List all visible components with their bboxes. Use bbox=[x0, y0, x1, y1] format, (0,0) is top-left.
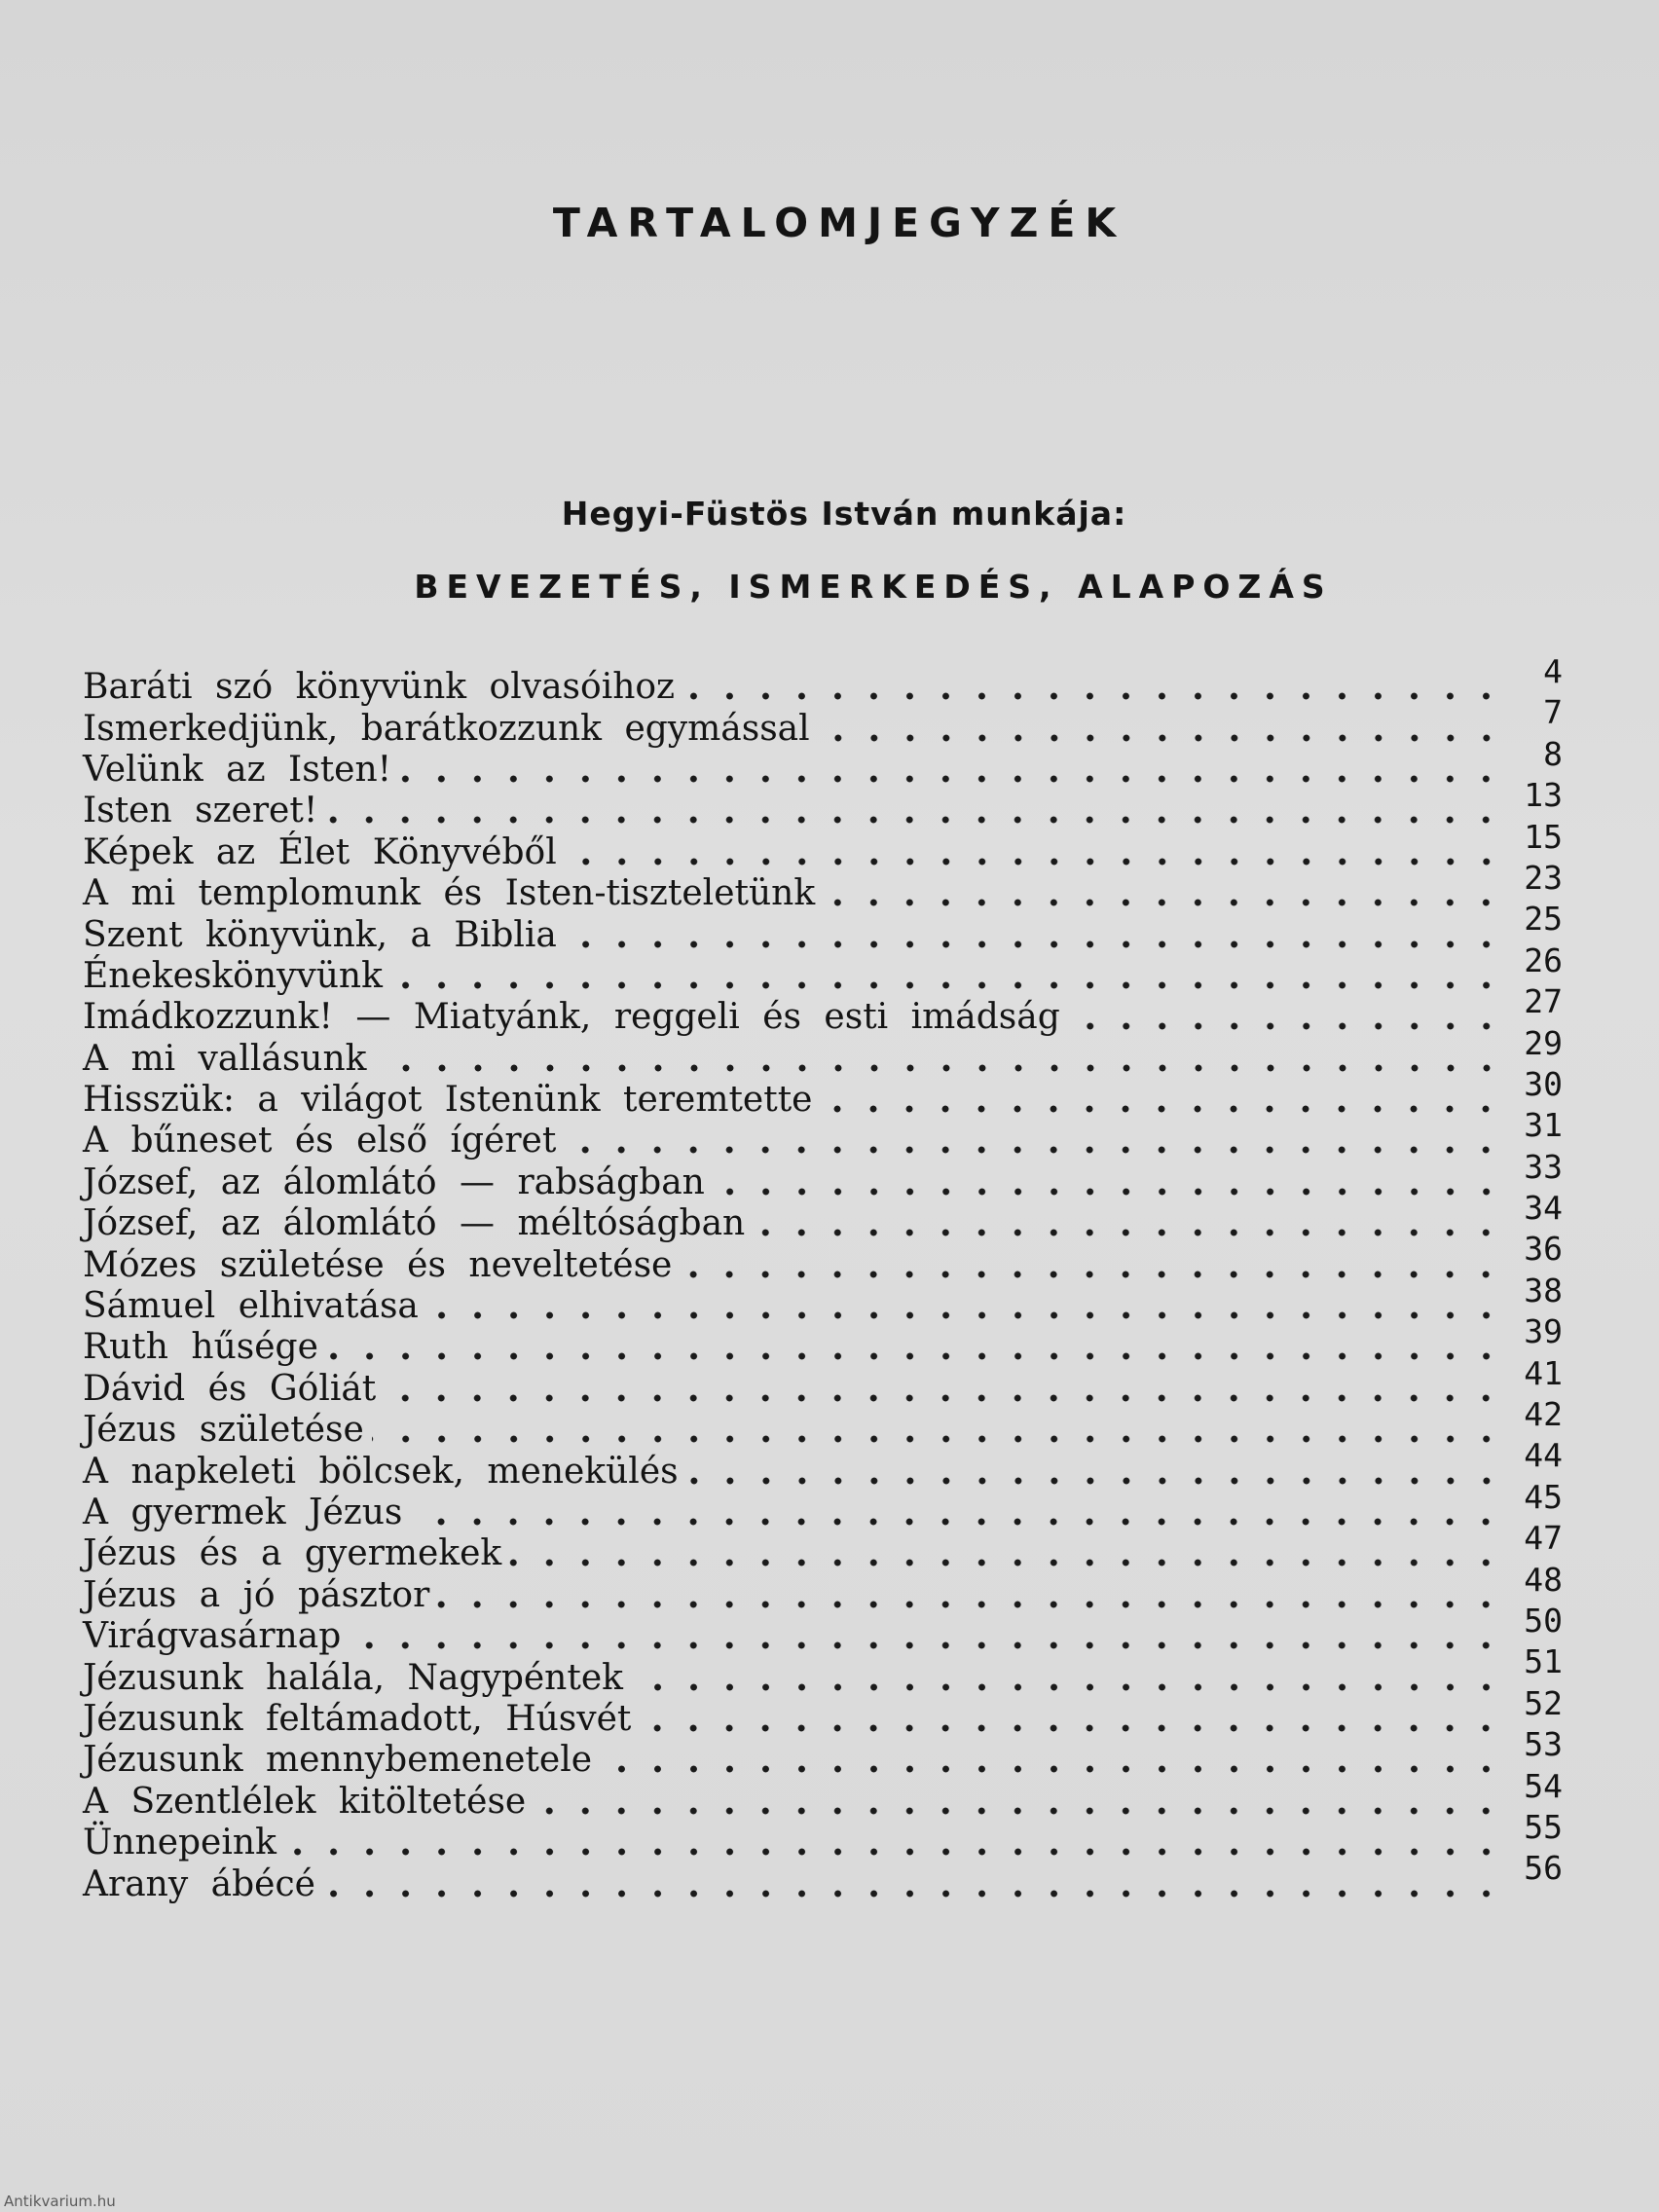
toc-entry bbox=[83, 982, 1563, 1038]
dot-leader bbox=[410, 1517, 1504, 1527]
toc-page-number: 54 bbox=[1524, 1766, 1563, 1805]
toc-entry-title: Mózes születése és neveltetése bbox=[83, 1244, 673, 1285]
watermark: Antikvarium.hu bbox=[4, 2193, 116, 2210]
toc-entry-title: A mi templomunk és Isten-tiszteletünk bbox=[83, 873, 816, 914]
dot-leader bbox=[323, 1889, 1504, 1899]
toc-page-number: 38 bbox=[1524, 1271, 1563, 1309]
toc-entry bbox=[83, 1849, 1563, 1904]
toc-entry bbox=[83, 1230, 1563, 1285]
toc-entry bbox=[83, 734, 1563, 791]
toc-entry bbox=[83, 1642, 1563, 1698]
toc-entry bbox=[83, 1271, 1563, 1327]
toc-entry-title: Virágvasárnap bbox=[83, 1616, 342, 1657]
toc-entry-title: Isten szeret! bbox=[83, 791, 318, 831]
dot-leader bbox=[713, 1187, 1504, 1197]
toc-entry bbox=[83, 1106, 1563, 1161]
toc-page-number: 23 bbox=[1524, 858, 1563, 897]
dot-leader bbox=[426, 1310, 1504, 1320]
toc-entry bbox=[83, 1353, 1563, 1410]
toc-page-number: 48 bbox=[1524, 1560, 1563, 1599]
toc-entry bbox=[83, 1519, 1563, 1574]
toc-entry bbox=[83, 1601, 1563, 1657]
toc-page-number: 45 bbox=[1524, 1477, 1563, 1516]
toc-page-number: 8 bbox=[1543, 734, 1563, 773]
toc-page-number: 55 bbox=[1524, 1807, 1563, 1846]
toc-entry-title: Ruth hűsége bbox=[83, 1327, 318, 1368]
dot-leader bbox=[682, 691, 1504, 701]
dot-leader bbox=[326, 1351, 1504, 1361]
toc-page-number: 29 bbox=[1524, 1023, 1563, 1062]
dot-leader bbox=[372, 1434, 1504, 1444]
toc-entry bbox=[83, 1189, 1563, 1244]
toc-entry bbox=[83, 1312, 1563, 1368]
toc-entry-title: Imádkozzunk! — Miatyánk, reggeli és esti imádság bbox=[83, 997, 1060, 1038]
toc-entry-title: Ünnepeink bbox=[83, 1823, 276, 1863]
section-title: BEVEZETÉS, ISMERKEDÉS, ALAPOZÁS bbox=[414, 568, 1333, 606]
toc-page-number: 50 bbox=[1524, 1601, 1563, 1640]
dot-leader bbox=[509, 1558, 1504, 1567]
dot-leader bbox=[823, 898, 1504, 907]
dot-leader bbox=[565, 857, 1504, 866]
toc-entry bbox=[83, 693, 1563, 749]
dot-leader bbox=[600, 1764, 1504, 1774]
dot-leader bbox=[631, 1682, 1504, 1692]
toc-page-number: 36 bbox=[1524, 1230, 1563, 1269]
dot-leader bbox=[349, 1641, 1504, 1650]
toc-entry bbox=[83, 1807, 1563, 1863]
toc-page-number: 51 bbox=[1524, 1642, 1563, 1681]
dot-leader bbox=[564, 1145, 1504, 1155]
toc-page-number: 52 bbox=[1524, 1683, 1563, 1722]
toc-entry-title: Jézus a jó pásztor bbox=[83, 1574, 430, 1615]
toc-entry-title: Baráti szó könyvünk olvasóihoz bbox=[83, 667, 676, 708]
toc-page-number: 7 bbox=[1543, 693, 1563, 732]
toc-entry-title: Hisszük: a világot Istenünk teremtette bbox=[83, 1080, 813, 1121]
toc-page-number: 25 bbox=[1524, 900, 1563, 939]
author-line: Hegyi-Füstös István munkája: bbox=[561, 495, 1127, 533]
dot-leader bbox=[284, 1847, 1504, 1857]
toc-entry bbox=[83, 1395, 1563, 1451]
toc-entry bbox=[83, 652, 1563, 708]
toc-page-number: 27 bbox=[1524, 982, 1563, 1021]
toc-entry-title: Jézusunk feltámadott, Húsvét bbox=[83, 1698, 632, 1739]
toc-entry-title: A napkeleti bölcsek, menekülés bbox=[83, 1451, 679, 1492]
toc-entry bbox=[83, 1683, 1563, 1740]
dot-leader bbox=[390, 980, 1504, 990]
toc-entry bbox=[83, 1560, 1563, 1616]
dot-leader bbox=[437, 1600, 1504, 1609]
toc-entry-title: Jézusunk mennybemenetele bbox=[83, 1740, 593, 1781]
toc-entry-title: Énekeskönyvünk bbox=[83, 955, 383, 996]
dot-leader bbox=[384, 1393, 1504, 1403]
toc-page-number: 13 bbox=[1524, 776, 1563, 815]
toc-page-number: 30 bbox=[1524, 1064, 1563, 1103]
dot-leader bbox=[686, 1476, 1504, 1486]
toc-entry bbox=[83, 900, 1563, 955]
dot-leader bbox=[399, 774, 1504, 784]
page-title: TARTALOMJEGYZÉK bbox=[552, 200, 1126, 246]
toc-page-number: 41 bbox=[1524, 1353, 1563, 1392]
toc-page-number: 4 bbox=[1543, 652, 1563, 690]
toc-entry-title: Dávid és Góliát bbox=[83, 1368, 377, 1409]
dot-leader bbox=[565, 940, 1504, 949]
toc-entry-title: Ismerkedjünk, barátkozzunk egymással bbox=[83, 708, 810, 749]
toc-page-number: 47 bbox=[1524, 1519, 1563, 1558]
dot-leader bbox=[1068, 1021, 1504, 1031]
dot-leader bbox=[753, 1228, 1504, 1237]
toc-entry-title: Jézusunk halála, Nagypéntek bbox=[83, 1657, 623, 1698]
toc-entry bbox=[83, 1064, 1563, 1121]
toc-entry-title: Jézus születése bbox=[83, 1410, 364, 1451]
toc-entry-title: Képek az Élet Könyvéből bbox=[83, 831, 557, 872]
toc-page-number: 44 bbox=[1524, 1436, 1563, 1475]
toc-entry-title: Arany ábécé bbox=[83, 1863, 315, 1904]
toc-entry bbox=[83, 1477, 1563, 1533]
toc-entry bbox=[83, 1147, 1563, 1203]
toc-entry bbox=[83, 858, 1563, 914]
toc-page-number: 33 bbox=[1524, 1147, 1563, 1186]
toc-page-number: 31 bbox=[1524, 1106, 1563, 1145]
toc-page-number: 34 bbox=[1524, 1189, 1563, 1228]
dot-leader bbox=[534, 1806, 1504, 1816]
dot-leader bbox=[680, 1270, 1504, 1279]
toc-entry-title: József, az álomlátó — méltóságban bbox=[83, 1203, 746, 1244]
toc-entry bbox=[83, 940, 1563, 997]
toc-page-number: 42 bbox=[1524, 1395, 1563, 1434]
dot-leader bbox=[639, 1723, 1504, 1733]
toc-page-number: 26 bbox=[1524, 940, 1563, 979]
dot-leader bbox=[325, 815, 1504, 825]
toc-entry-title: A bűneset és első ígéret bbox=[83, 1121, 557, 1161]
toc-entry-title: A Szentlélek kitöltetése bbox=[83, 1781, 527, 1822]
toc-entry-title: Sámuel elhivatása bbox=[83, 1286, 419, 1327]
dot-leader bbox=[818, 733, 1504, 743]
toc-page-number: 53 bbox=[1524, 1725, 1563, 1764]
dot-leader bbox=[820, 1104, 1504, 1114]
toc-page-number: 56 bbox=[1524, 1849, 1563, 1888]
toc-entry-title: Szent könyvünk, a Biblia bbox=[83, 914, 557, 955]
toc-entry bbox=[83, 1766, 1563, 1823]
toc-entry bbox=[83, 776, 1563, 831]
toc-entry bbox=[83, 817, 1563, 873]
dot-leader bbox=[375, 1063, 1505, 1073]
toc-entry bbox=[83, 1023, 1563, 1080]
toc-entry-title: Velünk az Isten! bbox=[83, 749, 392, 790]
toc-page-number: 15 bbox=[1524, 817, 1563, 856]
toc-entry-title: A gyermek Jézus bbox=[83, 1493, 403, 1532]
toc-entry-title: József, az álomlátó — rabságban bbox=[83, 1161, 705, 1202]
toc-entry-title: Jézus és a gyermekek bbox=[83, 1533, 502, 1574]
toc-entry bbox=[83, 1725, 1563, 1781]
table-of-contents bbox=[83, 652, 1563, 1905]
toc-entry-title: A mi vallásunk bbox=[83, 1038, 367, 1079]
toc-entry bbox=[83, 1436, 1563, 1492]
toc-page-number: 39 bbox=[1524, 1312, 1563, 1351]
